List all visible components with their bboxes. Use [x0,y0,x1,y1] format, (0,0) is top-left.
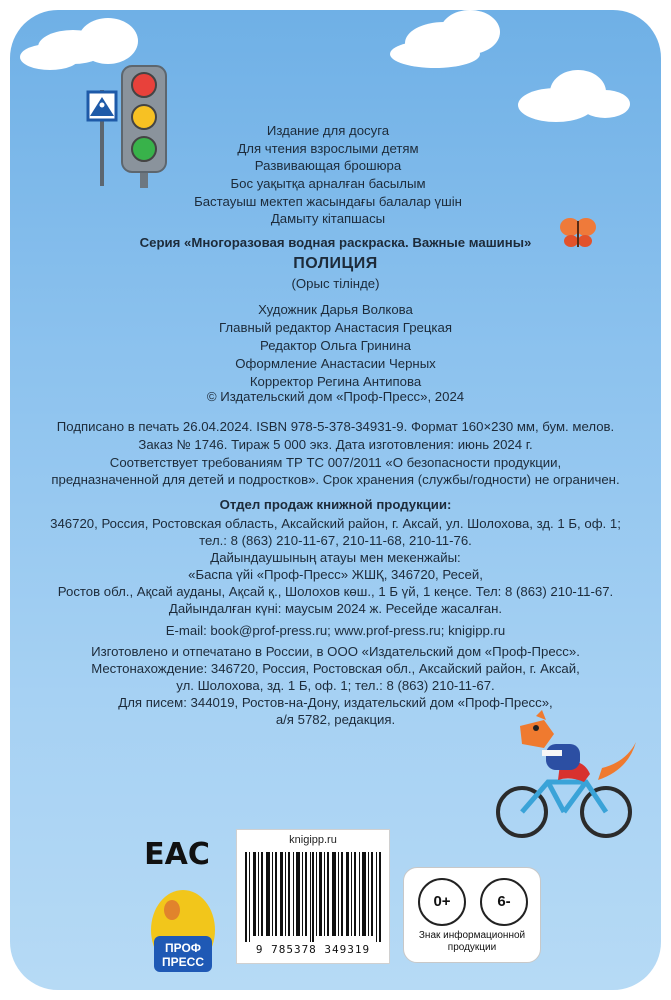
sales-line: «Баспа үйі «Проф-Пресс» ЖШҚ, 346720, Ресей, [188,567,483,582]
age-badge-0plus: 0+ [418,878,466,926]
fox-cyclist-illustration [490,712,640,840]
sales-line: Ростов обл., Ақсай ауданы, Ақсай қ., Шолохов көш., 1 Б үй, 1 кеңсе. Тел: 8 (863) 210-11-67. [57,584,614,599]
publisher-logo [148,880,218,974]
credit-line: Художник Дарья Волкова [258,302,413,317]
sales-heading: Отдел продаж книжной продукции: [219,497,452,512]
print-info-line: Заказ № 1746. Тираж 5 000 экз. Дата изготовления: июнь 2024 г. [138,437,533,452]
header-line: Издание для досуга [266,123,390,138]
credit-line: © Издательский дом «Проф-Пресс», 2024 [206,389,465,404]
manufacturer-line: Для писем: 344019, Ростов-на-Дону, издательский дом «Проф-Пресс», [118,695,553,710]
age-badge-6minus: 6- [480,878,528,926]
manufacturer-line: Изготовлено и отпечатано в России, в ООО «Издательский дом «Проф-Пресс». [91,644,580,659]
sales-line: 346720, Россия, Ростовская область, Аксайский район, г. Аксай, ул. Шолохова, зд. 1 Б, оф. 1; [50,516,621,531]
manufacturer-line: а/я 5782, редакция. [275,712,396,727]
age-caption-line1: Знак информационной [418,930,526,941]
manufacturer-line: Местонахождение: 346720, Россия, Ростовская обл., Аксайский район, г. Аксай, [91,661,580,676]
sales-line: Дайындалған күні: маусым 2024 ж. Ресейде жасалған. [168,601,503,616]
cloud-right-top [390,40,480,68]
age-rating-caption [404,930,540,954]
header-line: Дамыту кітапшасы [270,211,386,226]
credit-line: Оформление Анастасии Черных [235,356,436,371]
barcode-panel [236,829,390,964]
credit-line: Редактор Ольга Гринина [260,338,411,353]
credit-line: Корректор Регина Антипова [249,374,422,389]
barcode-url: knigipp.ru [289,834,337,846]
sales-line: Дайындаушының атауы мен мекенжайы: [210,550,461,565]
cloud-left [20,44,80,70]
sales-line: тел.: 8 (863) 210-11-67, 210-11-68, 210-11-76. [199,533,472,548]
publisher-logo-line1: ПРОФ [164,941,202,955]
publisher-logo-line2: ПРЕСС [162,955,204,969]
header-line: Развивающая брошюра [254,158,402,173]
header-line: Для чтения взрослыми детям [237,141,419,156]
cloud-right-mid [580,90,630,118]
print-info-line: Соответствует требованиям ТР ТС 007/2011 «О безопасности продукции, [109,455,562,470]
age-caption-line2: продукции [447,942,497,953]
eac-mark-icon [144,828,210,874]
credit-line: Главный редактор Анастасия Грецкая [219,320,452,335]
header-line: Бос уақытқа арналған басылым [230,176,426,191]
barcode-bars-icon [245,852,381,942]
print-info-line: предназначенной для детей и подростков». Срок хранения (службы/годности) не ограничен. [51,472,620,487]
series-title: Серия «Многоразовая водная раскраска. Важные машины» [139,235,532,250]
cloud-left [78,18,138,64]
book-title: ПОЛИЦИЯ [293,255,378,272]
manufacturer-line: ул. Шолохова, зд. 1 Б, оф. 1; тел.: 8 (863) 210-11-67. [176,678,495,693]
eac-mark-text: EAC [144,837,210,872]
print-info-line: Подписано в печать 26.04.2024. ISBN 978-5-378-34931-9. Формат 160×230 мм, бум. мелов. [56,419,615,434]
age-rating-panel [403,867,541,963]
contacts-line: E-mail: book@prof-press.ru; www.prof-press.ru; knigipp.ru [165,623,506,638]
barcode-number: 9 785378 349319 [255,943,371,956]
header-line: Бастауыш мектеп жасындағы балалар үшін [194,194,462,209]
language-note: (Орыс тілінде) [291,276,380,291]
